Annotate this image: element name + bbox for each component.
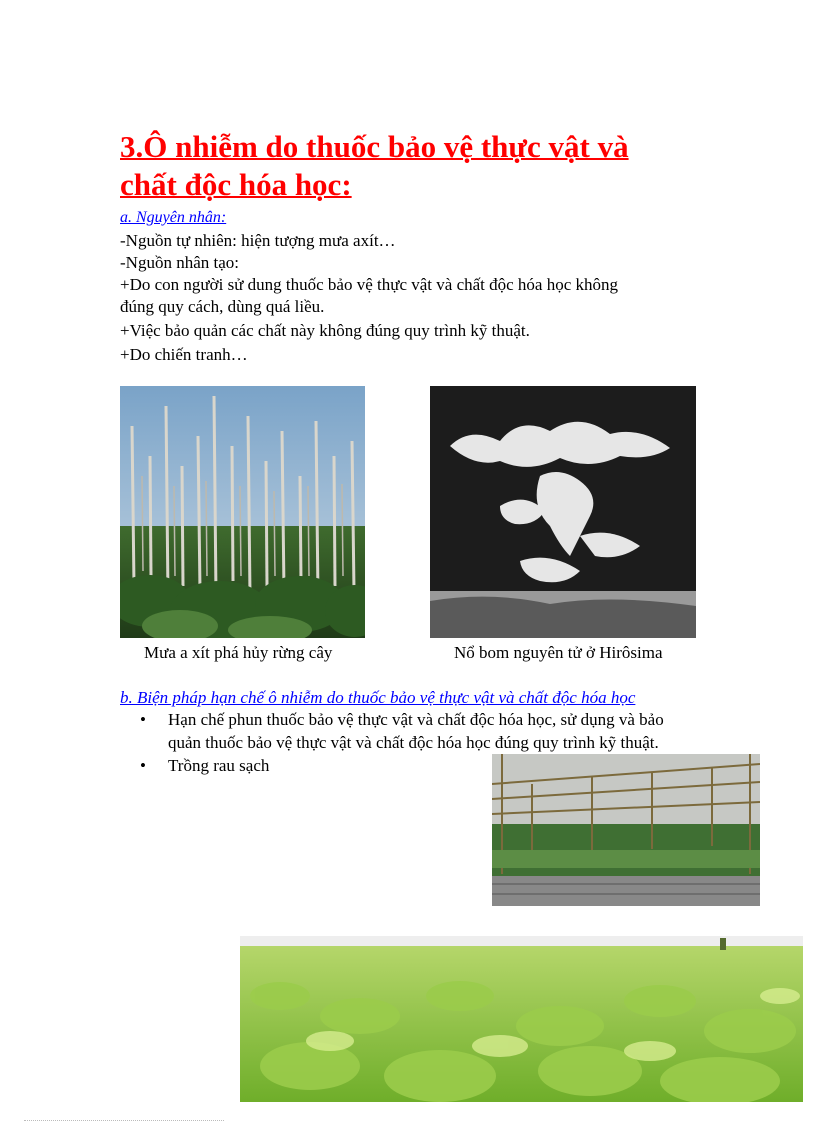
subheading-causes[interactable]: a. Nguyên nhân:	[120, 209, 227, 226]
bullet-glyph: •	[140, 710, 146, 729]
cause-line-1: -Nguồn tự nhiên: hiện tượng mưa axít…	[120, 231, 396, 250]
vegetable-field-photo	[240, 936, 803, 1102]
footer-rule	[24, 1120, 224, 1121]
cause-line-4: đúng quy cách, dùng quá liều.	[120, 297, 325, 316]
acid-rain-forest-photo	[120, 386, 365, 638]
cause-line-2: -Nguồn nhân tạo:	[120, 253, 239, 272]
cause-line-6: +Do chiến tranh…	[120, 345, 248, 364]
cause-line-5: +Việc bảo quản các chất này không đúng quy trình kỹ thuật.	[120, 321, 530, 340]
acid-rain-caption: Mưa a xít phá hủy rừng cây	[144, 643, 333, 662]
list-item	[140, 708, 700, 754]
title-line-1: 3.Ô nhiễm do thuốc bảo vệ thực vật và	[120, 129, 629, 164]
bullet-glyph: •	[140, 756, 146, 775]
measure-2-text: Trồng rau sạch	[168, 756, 270, 775]
atomic-bomb-photo	[430, 386, 696, 638]
bomb-caption: Nổ bom nguyên tử ở Hirôsima	[454, 643, 663, 662]
title-line-2: chất độc hóa học:	[120, 167, 352, 202]
page-title	[120, 128, 680, 204]
cause-line-3: +Do con người sử dung thuốc bảo vệ thực vật và chất độc hóa học không	[120, 275, 619, 294]
measure-1-text: Hạn chế phun thuốc bảo vệ thực vật và chất độc hóa học, sử dụng và bảo quản thuốc bảo vệ thực vật và chất độc hóa học đúng quy trình kỹ thuật.	[168, 710, 664, 752]
greenhouse-photo	[492, 754, 760, 906]
subheading-measures[interactable]: b. Biện pháp hạn chế ô nhiễm do thuốc bảo vệ thực vật và chất độc hóa học	[120, 688, 636, 707]
